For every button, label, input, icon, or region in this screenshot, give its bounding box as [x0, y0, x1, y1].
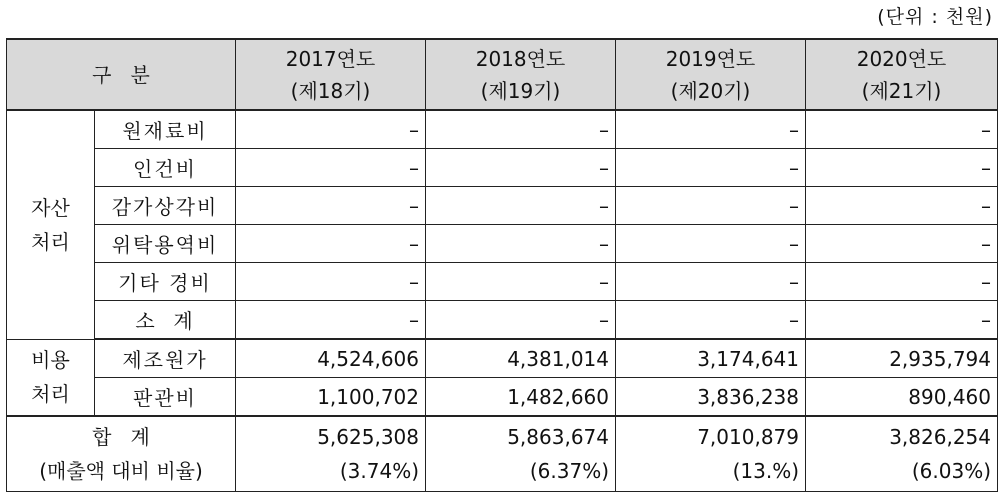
cell: –: [806, 110, 998, 149]
row-label: 기타 경비: [95, 263, 236, 301]
cell: –: [426, 263, 616, 301]
row-label: 위탁용역비: [95, 225, 236, 263]
row-label: 인건비: [95, 149, 236, 187]
cell: –: [426, 149, 616, 187]
cell: –: [806, 225, 998, 263]
total-cell-2019: 7,010,879 (13.%): [616, 416, 806, 492]
cell: –: [806, 149, 998, 187]
table-row-subtotal: [7, 301, 998, 340]
row-label: 제조원가: [95, 339, 236, 378]
cell: 3,174,641: [616, 339, 806, 378]
table-row: [7, 339, 998, 378]
row-label: 소 계: [95, 301, 236, 340]
total-label: 합 계 (매출액 대비 비율): [7, 416, 236, 492]
row-label: 감가상각비: [95, 187, 236, 225]
cell: –: [236, 263, 426, 301]
table-row-total: [7, 416, 998, 492]
cell: 2,935,794: [806, 339, 998, 378]
total-cell-2020: 3,826,254 (6.03%): [806, 416, 998, 492]
table-row: [7, 187, 998, 225]
header-year-2019: 2019연도 (제20기): [616, 39, 806, 110]
cell: –: [616, 263, 806, 301]
rnd-expense-table: [6, 38, 998, 492]
cell: –: [236, 187, 426, 225]
cell: –: [806, 301, 998, 340]
cell: 4,524,606: [236, 339, 426, 378]
cell: –: [616, 187, 806, 225]
row-label: 판관비: [95, 378, 236, 417]
header-year-2020: 2020연도 (제21기): [806, 39, 998, 110]
cell: –: [426, 225, 616, 263]
cell: –: [616, 301, 806, 340]
header-year-2018: 2018연도 (제19기): [426, 39, 616, 110]
cell: –: [236, 149, 426, 187]
cell: –: [236, 110, 426, 149]
table-row: [7, 149, 998, 187]
header-row: [7, 39, 998, 110]
header-year-2017: 2017연도 (제18기): [236, 39, 426, 110]
cell: 1,100,702: [236, 378, 426, 417]
cell: –: [616, 225, 806, 263]
cell: 3,836,238: [616, 378, 806, 417]
row-label: 원재료비: [95, 110, 236, 149]
unit-label: (단위 : 천원): [877, 6, 993, 28]
total-cell-2018: 5,863,674 (6.37%): [426, 416, 616, 492]
total-cell-2017: 5,625,308 (3.74%): [236, 416, 426, 492]
cell: –: [616, 110, 806, 149]
table-row: [7, 110, 998, 149]
cell: 4,381,014: [426, 339, 616, 378]
cell: –: [236, 301, 426, 340]
header-category: 구 분: [7, 39, 236, 110]
group-expense: 비용 처리: [7, 339, 95, 416]
cell: –: [806, 263, 998, 301]
table-row: [7, 263, 998, 301]
cell: –: [616, 149, 806, 187]
cell: 1,482,660: [426, 378, 616, 417]
cell: –: [236, 225, 426, 263]
group-asset: 자산 처리: [7, 110, 95, 339]
table-row: [7, 378, 998, 417]
cell: –: [806, 187, 998, 225]
cell: –: [426, 187, 616, 225]
cell: –: [426, 110, 616, 149]
cell: 890,460: [806, 378, 998, 417]
table-row: [7, 225, 998, 263]
cell: –: [426, 301, 616, 340]
